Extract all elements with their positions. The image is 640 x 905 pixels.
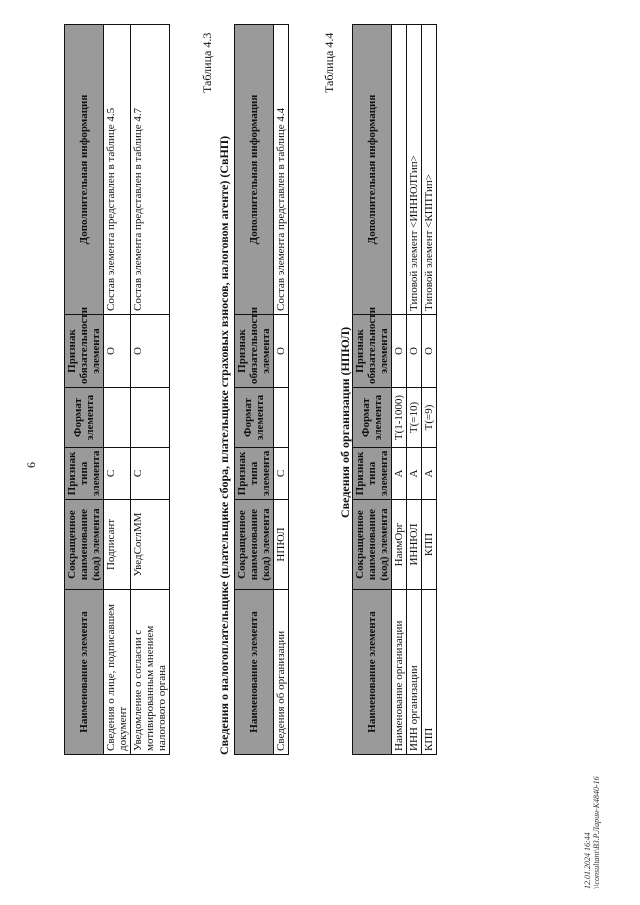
cell-name: ИНН организации	[407, 590, 422, 755]
cell-info: Состав элемента представлен в таблице 4.4	[274, 25, 289, 315]
cell-format	[104, 388, 131, 448]
table-row	[131, 25, 170, 755]
cell-required: О	[274, 315, 289, 388]
cell-format: T(1-1000)	[392, 388, 407, 448]
cell-required: О	[407, 315, 422, 388]
section-title: Сведения об организации (НПЮЛ)	[338, 326, 352, 518]
cell-type: А	[392, 448, 407, 500]
table-row	[274, 25, 289, 755]
cell-type: А	[422, 448, 437, 500]
cell-required: О	[104, 315, 131, 388]
cell-code: ИННЮЛ	[407, 500, 422, 590]
cell-info: Типовой элемент <ИННЮЛТип>	[407, 25, 422, 315]
table-row	[422, 25, 437, 755]
header-name: Наименование элемента	[353, 590, 392, 755]
header-type: Признак типа элемента	[353, 448, 392, 500]
header-type: Признак типа элемента	[235, 448, 274, 500]
cell-required: О	[392, 315, 407, 388]
cell-info: Состав элемента представлен в таблице 4.5	[104, 25, 131, 315]
cell-code: УведСоглММ	[131, 500, 170, 590]
header-code: Сокращенное наименование (код) элемента	[353, 500, 392, 590]
table-caption: Таблица 4.3	[200, 32, 214, 93]
header-required: Признак обязательности элемента	[235, 315, 274, 388]
header-info: Дополнительная информация	[65, 25, 104, 315]
table-row	[104, 25, 131, 755]
cell-format	[274, 388, 289, 448]
table-header-row	[353, 25, 392, 755]
page-number: 6	[24, 462, 38, 468]
cell-name: Сведения об организации	[274, 590, 289, 755]
table-row	[407, 25, 422, 755]
cell-info: Типовой элемент <КППТип>	[422, 25, 437, 315]
cell-format: T(=10)	[407, 388, 422, 448]
cell-info: Состав элемента представлен в таблице 4.7	[131, 25, 170, 315]
header-name: Наименование элемента	[235, 590, 274, 755]
section-title: Сведения о налогоплательщике (плательщике сбора, плательщике страховых взносов, налоговом агенте) (СвНП)	[217, 135, 231, 755]
footer-path: \\consultant\ВЗ.Р.Ларин-К4840-16	[592, 776, 601, 889]
header-required: Признак обязательности элемента	[65, 315, 104, 388]
header-format: Формат элемента	[65, 388, 104, 448]
table-continuation	[64, 24, 170, 755]
header-name: Наименование элемента	[65, 590, 104, 755]
cell-code: НаимОрг	[392, 500, 407, 590]
cell-code: КПП	[422, 500, 437, 590]
cell-type: С	[131, 448, 170, 500]
header-type: Признак типа элемента	[65, 448, 104, 500]
cell-code: Подписант	[104, 500, 131, 590]
cell-format: T(=9)	[422, 388, 437, 448]
header-format: Формат элемента	[235, 388, 274, 448]
footer-stamp	[583, 776, 601, 889]
cell-info	[392, 25, 407, 315]
table-row	[392, 25, 407, 755]
header-code: Сокращенное наименование (код) элемента	[235, 500, 274, 590]
cell-name: Сведения о лице, подписавшем документ	[104, 590, 131, 755]
table-npyul	[352, 24, 437, 755]
cell-type: С	[104, 448, 131, 500]
footer-timestamp: 12.01.2024 16:44	[583, 832, 592, 889]
header-code: Сокращенное наименование (код) элемента	[65, 500, 104, 590]
cell-name: Уведомление о согласии с мотивированным мнением налогового органа	[131, 590, 170, 755]
table-svnp	[234, 24, 289, 755]
cell-required: О	[131, 315, 170, 388]
cell-name: Наименование организации	[392, 590, 407, 755]
header-info: Дополнительная информация	[235, 25, 274, 315]
table-header-row	[235, 25, 274, 755]
cell-code: НПЮЛ	[274, 500, 289, 590]
cell-format	[131, 388, 170, 448]
cell-name: КПП	[422, 590, 437, 755]
header-required: Признак обязательности элемента	[353, 315, 392, 388]
header-format: Формат элемента	[353, 388, 392, 448]
table-caption: Таблица 4.4	[322, 32, 336, 93]
cell-type: С	[274, 448, 289, 500]
cell-type: А	[407, 448, 422, 500]
cell-required: О	[422, 315, 437, 388]
table-header-row	[65, 25, 104, 755]
header-info: Дополнительная информация	[353, 25, 392, 315]
